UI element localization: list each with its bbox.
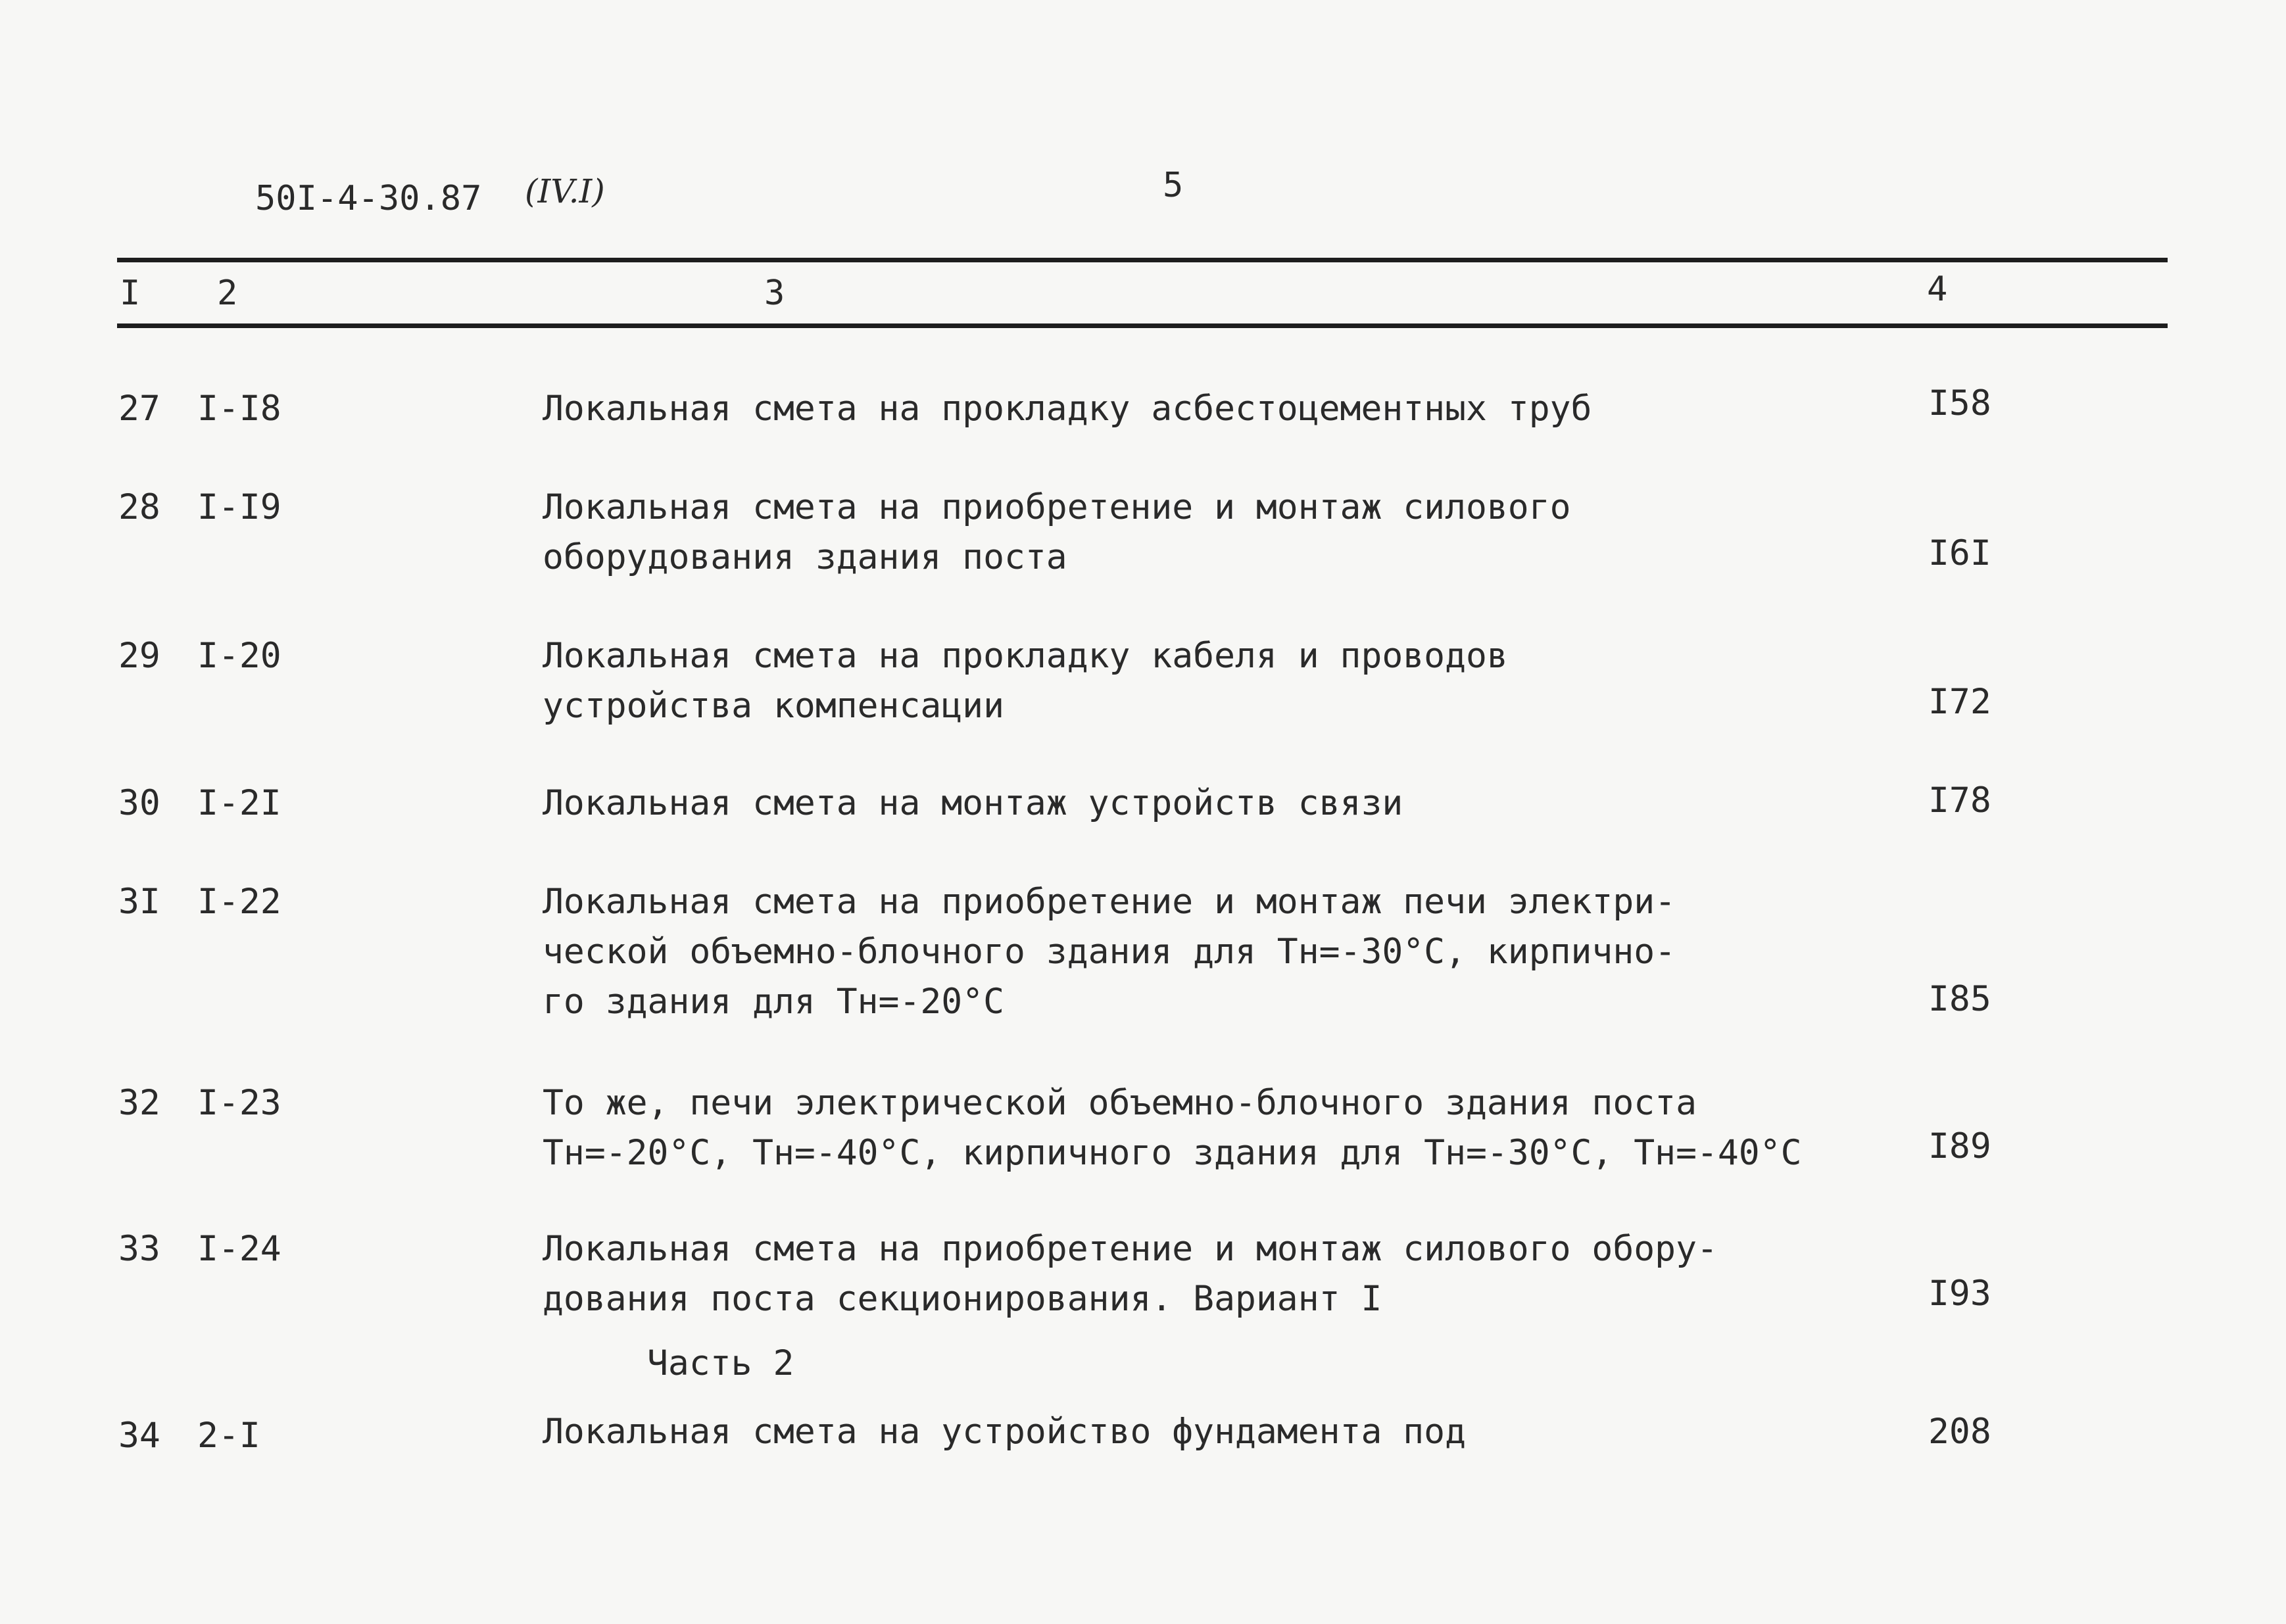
description-line: оборудования здания поста — [543, 537, 1067, 577]
description-line: Тн=-20°С, Тн=-40°С, кирпичного здания для Тн=-30°С, Тн=-40°С — [543, 1133, 1802, 1173]
row-number: 28 — [118, 487, 160, 527]
table-top-rule — [117, 258, 2168, 262]
page-number: 5 — [1163, 166, 1184, 205]
row-code: 2-I — [197, 1416, 260, 1456]
row-number: 29 — [118, 636, 160, 676]
column-header-2: 2 — [217, 274, 238, 313]
row-page: I72 — [1928, 682, 1991, 722]
description-line: Локальная смета на приобретение и монтаж печи электри- — [543, 882, 1676, 922]
document-code: 50I-4-30.87 — [255, 179, 482, 218]
row-description — [543, 1078, 1802, 1178]
row-description — [543, 483, 1571, 583]
row-page: 208 — [1928, 1412, 1991, 1452]
row-description — [543, 631, 1508, 731]
description-line: Локальная смета на прокладку кабеля и проводов — [543, 636, 1508, 676]
description-line: ческой объемно-блочного здания для Тн=-30°С, кирпично- — [543, 932, 1676, 972]
row-page: I85 — [1928, 979, 1991, 1019]
section-heading: Часть 2 — [647, 1343, 794, 1383]
table-header-bottom-rule — [117, 323, 2168, 328]
description-line: Локальная смета на прокладку асбестоцементных труб — [543, 389, 1592, 429]
row-description — [543, 778, 1403, 828]
row-page: I89 — [1928, 1126, 1991, 1166]
row-page: I6I — [1928, 533, 1991, 573]
row-code: I-I8 — [197, 389, 281, 429]
description-line: дования поста секционирования. Вариант I — [543, 1279, 1382, 1319]
column-header-3: 3 — [764, 274, 785, 313]
description-line: Локальная смета на монтаж устройств связи — [543, 783, 1403, 823]
row-code: I-2I — [197, 783, 281, 823]
description-line: устройства компенсации — [543, 686, 1004, 726]
column-header-1: I — [120, 274, 141, 313]
row-code: I-20 — [197, 636, 281, 676]
row-page: I78 — [1928, 780, 1991, 821]
description-line: го здания для Тн=-20°С — [543, 982, 1004, 1022]
row-code: I-23 — [197, 1083, 281, 1123]
row-number: 33 — [118, 1229, 160, 1269]
row-code: I-24 — [197, 1229, 281, 1269]
row-number: 34 — [118, 1416, 160, 1456]
row-description — [543, 1224, 1718, 1324]
description-line: Локальная смета на приобретение и монтаж силового обору- — [543, 1229, 1718, 1269]
row-page: I93 — [1928, 1274, 1991, 1314]
description-line: Локальная смета на устройство фундамента под — [543, 1412, 1466, 1452]
row-description — [543, 384, 1592, 434]
row-number: 3I — [118, 882, 160, 922]
row-number: 32 — [118, 1083, 160, 1123]
row-number: 27 — [118, 389, 160, 429]
document-code-annotation: (IV.I) — [525, 172, 605, 210]
row-code: I-22 — [197, 882, 281, 922]
row-code: I-I9 — [197, 487, 281, 527]
row-description — [543, 1407, 1466, 1457]
row-description — [543, 877, 1676, 1027]
row-page: I58 — [1928, 383, 1991, 423]
row-number: 30 — [118, 783, 160, 823]
description-line: То же, печи электрической объемно-блочного здания поста — [543, 1083, 1697, 1123]
description-line: Локальная смета на приобретение и монтаж силового — [543, 487, 1571, 527]
column-header-4: 4 — [1927, 270, 1948, 309]
